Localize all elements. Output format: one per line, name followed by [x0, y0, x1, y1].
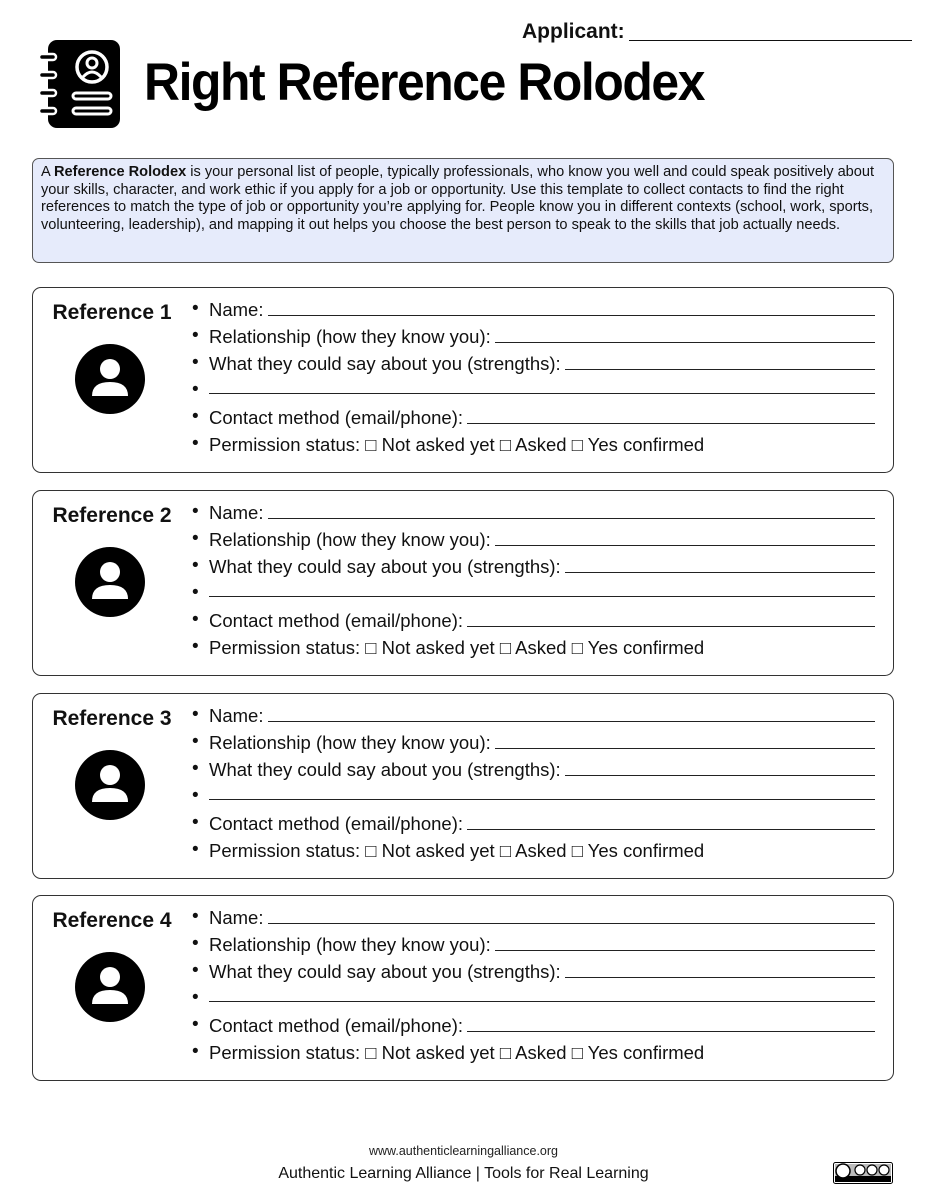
reference-card-2: [32, 490, 894, 676]
field-relationship-label: • Relationship (how they know you):: [209, 529, 491, 550]
field-permission: [189, 632, 875, 659]
field-strengths: [189, 956, 875, 983]
cc-by-nc-sa-icon: [833, 1162, 893, 1184]
intro-lead: A: [41, 164, 54, 180]
reference-fields: [189, 497, 875, 659]
field-strengths-continuation: [189, 375, 875, 402]
strengths-input-line-2[interactable]: [209, 596, 875, 597]
field-contact: [189, 605, 875, 632]
rolodex-icon: [38, 38, 122, 130]
field-strengths-continuation: [189, 983, 875, 1010]
strengths-input-line[interactable]: [565, 369, 875, 370]
field-name: [189, 902, 875, 929]
field-relationship: [189, 524, 875, 551]
field-permission: [189, 1037, 875, 1064]
reference-fields: [189, 294, 875, 456]
intro-text: is your personal list of people, typically professionals, who know you well and could speak positively about your skills, character, and work ethic if you apply for a job or opportunity. Use this template to collect contacts to find the right references to match the type of job or opportunity you’re applying for. People know you in different contexts (school, work, sports, volunteering, leadership), and mapping it out helps you choose the best person to speak to the skills that job actually needs.: [41, 164, 875, 233]
reference-card-1: [32, 287, 894, 473]
applicant-label: Applicant:: [522, 20, 625, 43]
field-contact-label: • Contact method (email/phone):: [209, 1015, 463, 1036]
field-strengths: [189, 551, 875, 578]
relationship-input-line[interactable]: [495, 748, 875, 749]
field-relationship: [189, 929, 875, 956]
strengths-input-line[interactable]: [565, 977, 875, 978]
contact-input-line[interactable]: [467, 626, 875, 627]
field-contact: [189, 402, 875, 429]
reference-fields: [189, 700, 875, 862]
contact-input-line[interactable]: [467, 423, 875, 424]
name-input-line[interactable]: [268, 721, 876, 722]
relationship-input-line[interactable]: [495, 950, 875, 951]
name-input-line[interactable]: [268, 315, 876, 316]
field-name-label: • Name:: [209, 502, 264, 523]
intro-box: [32, 158, 894, 263]
intro-bold-term: Reference Rolodex: [53, 164, 187, 180]
field-name-label: • Name:: [209, 705, 264, 726]
field-permission: [189, 429, 875, 456]
footer-url[interactable]: www.authenticlearningalliance.org: [368, 1144, 558, 1158]
field-permission-label[interactable]: • Permission status: □ Not asked yet □ Asked □ Yes confirmed: [209, 1042, 705, 1063]
reference-title: Reference 1: [52, 301, 172, 324]
name-input-line[interactable]: [268, 518, 876, 519]
field-name: [189, 497, 875, 524]
field-contact: [189, 808, 875, 835]
field-relationship-label: • Relationship (how they know you):: [209, 732, 491, 753]
field-permission-label[interactable]: • Permission status: □ Not asked yet □ Asked □ Yes confirmed: [209, 434, 705, 455]
field-name-label: • Name:: [209, 907, 264, 928]
name-input-line[interactable]: [268, 923, 876, 924]
field-strengths-label: • What they could say about you (strengths):: [209, 353, 561, 374]
person-avatar-icon: [75, 750, 145, 820]
strengths-input-line[interactable]: [565, 775, 875, 776]
contact-input-line[interactable]: [467, 1031, 875, 1032]
reference-title: Reference 4: [52, 909, 172, 932]
field-relationship-label: • Relationship (how they know you):: [209, 326, 491, 347]
page-title: Right Reference Rolodex: [144, 53, 704, 112]
contact-input-line[interactable]: [467, 829, 875, 830]
reference-card-3: [32, 693, 894, 879]
field-strengths-label: • What they could say about you (strengths):: [209, 961, 561, 982]
person-avatar-icon: [75, 547, 145, 617]
person-avatar-icon: [75, 344, 145, 414]
field-strengths: [189, 348, 875, 375]
field-contact-label: • Contact method (email/phone):: [209, 610, 463, 631]
relationship-input-line[interactable]: [495, 342, 875, 343]
person-avatar-icon: [75, 952, 145, 1022]
reference-fields: [189, 902, 875, 1064]
field-strengths-label: • What they could say about you (strengths):: [209, 759, 561, 780]
field-name: [189, 294, 875, 321]
field-relationship: [189, 727, 875, 754]
reference-title: Reference 2: [52, 504, 172, 527]
field-relationship-label: • Relationship (how they know you):: [209, 934, 491, 955]
applicant-name-field[interactable]: [629, 40, 912, 41]
field-name-label: • Name:: [209, 299, 264, 320]
field-permission: [189, 835, 875, 862]
reference-card-4: [32, 895, 894, 1081]
field-permission-label[interactable]: • Permission status: □ Not asked yet □ Asked □ Yes confirmed: [209, 637, 705, 658]
field-strengths-label: • What they could say about you (strengths):: [209, 556, 561, 577]
field-contact-label: • Contact method (email/phone):: [209, 407, 463, 428]
field-permission-label[interactable]: • Permission status: □ Not asked yet □ Asked □ Yes confirmed: [209, 840, 705, 861]
field-contact: [189, 1010, 875, 1037]
field-strengths: [189, 754, 875, 781]
footer-org: Authentic Learning Alliance | Tools for Real Learning: [278, 1165, 649, 1182]
strengths-input-line-2[interactable]: [209, 393, 875, 394]
field-strengths-continuation: [189, 781, 875, 808]
strengths-input-line-2[interactable]: [209, 1001, 875, 1002]
field-strengths-continuation: [189, 578, 875, 605]
field-contact-label: • Contact method (email/phone):: [209, 813, 463, 834]
strengths-input-line-2[interactable]: [209, 799, 875, 800]
relationship-input-line[interactable]: [495, 545, 875, 546]
strengths-input-line[interactable]: [565, 572, 875, 573]
field-name: [189, 700, 875, 727]
field-relationship: [189, 321, 875, 348]
reference-title: Reference 3: [52, 707, 172, 730]
